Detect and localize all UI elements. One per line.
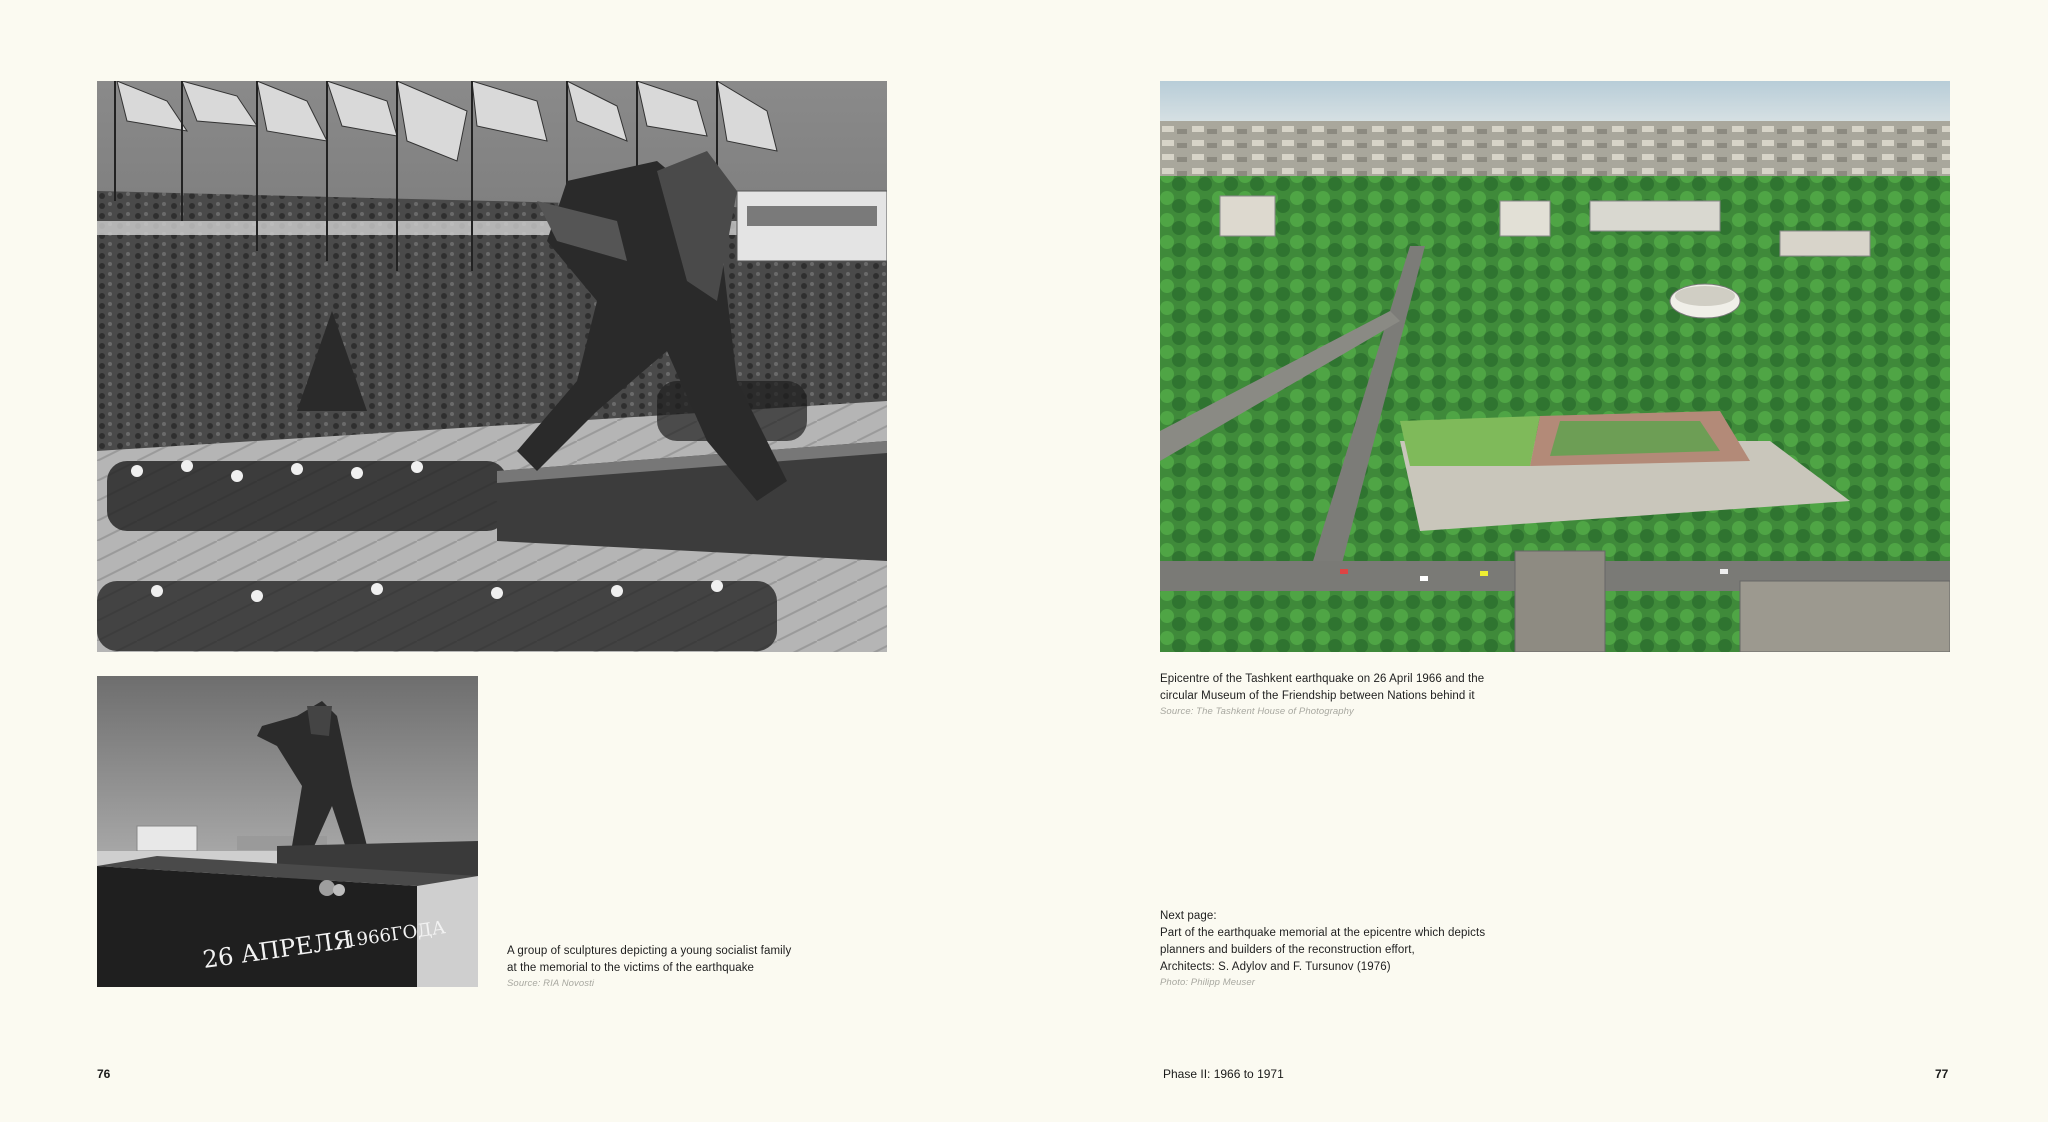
caption-line: Part of the earthquake memorial at the epicentre which depicts: [1160, 927, 1486, 939]
plinth-inscription-left: 26 АПРЕЛЯ: [201, 925, 354, 974]
sculpture-caption: [507, 943, 791, 991]
next-page-caption: [1160, 908, 1485, 990]
caption-line: Epicentre of the Tashkent earthquake on 26 April 1966 and the: [1160, 673, 1485, 685]
sculpture-plinth-photo: [97, 676, 478, 987]
caption-line: at the memorial to the victims of the earthquake: [507, 962, 755, 974]
page-number-left: 76: [97, 1067, 111, 1081]
caption-line: Architects: S. Adylov and F. Tursunov (1976): [1160, 961, 1391, 973]
caption-line: planners and builders of the reconstruction effort,: [1160, 944, 1415, 956]
page-number-right: 77: [1935, 1067, 1949, 1081]
aerial-epicentre-photo: [1160, 81, 1950, 652]
epicentre-caption: [1160, 671, 1484, 719]
running-head: Phase II: 1966 to 1971: [1163, 1067, 1284, 1081]
caption-line: circular Museum of the Friendship between Nations behind it: [1160, 690, 1475, 702]
caption-source: Source: RIA Novosti: [507, 978, 595, 989]
memorial-crowd-photo: [97, 81, 887, 652]
plinth-inscription-right: 1966ГОДА: [344, 917, 447, 952]
caption-source: Source: The Tashkent House of Photography: [1160, 706, 1354, 717]
caption-label: Next page:: [1160, 910, 1217, 922]
caption-source: Photo: Philipp Meuser: [1160, 977, 1256, 988]
caption-line: A group of sculptures depicting a young socialist family: [507, 945, 792, 957]
